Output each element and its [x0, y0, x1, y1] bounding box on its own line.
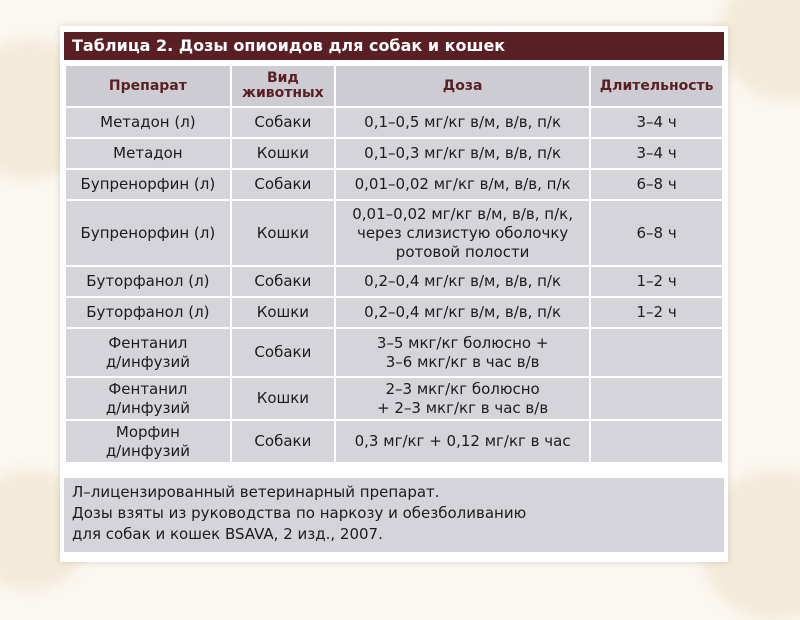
cell-dose: 0,01–0,02 мг/кг в/м, в/в, п/к, через слизистую оболочку ротовой полости: [336, 201, 589, 265]
table-header-row: [66, 66, 722, 106]
cell-duration: [591, 378, 722, 419]
cell-species: Собаки: [232, 108, 334, 137]
cell-dose: 0,1–0,3 мг/кг в/м, в/в, п/к: [336, 139, 589, 168]
cell-drug: Фентанил д/инфузий: [66, 329, 230, 376]
table-row: [66, 170, 722, 199]
cell-dose: 3–5 мкг/кг болюсно + 3–6 мкг/кг в час в/в: [336, 329, 589, 376]
cell-species: Кошки: [232, 139, 334, 168]
cell-dose: 2–3 мкг/кг болюсно + 2–3 мкг/кг в час в/в: [336, 378, 589, 419]
cell-species: Собаки: [232, 421, 334, 462]
table-row: [66, 139, 722, 168]
table-row: [66, 421, 722, 462]
cell-species: Собаки: [232, 267, 334, 296]
table-row: [66, 298, 722, 327]
cell-dose: 0,2–0,4 мг/кг в/м, в/в, п/к: [336, 298, 589, 327]
footnote-line: Л–лицензированный ветеринарный препарат.: [72, 483, 440, 501]
cell-species: Собаки: [232, 329, 334, 376]
cell-drug: Буторфанол (л): [66, 267, 230, 296]
cell-drug: Буторфанол (л): [66, 298, 230, 327]
cell-drug: Бупренорфин (л): [66, 170, 230, 199]
cell-duration: 1–2 ч: [591, 267, 722, 296]
table-row: [66, 378, 722, 419]
table-row: [66, 267, 722, 296]
background-blob: [720, 0, 800, 100]
cell-drug: Бупренорфин (л): [66, 201, 230, 265]
header-dose: Доза: [336, 66, 589, 106]
cell-duration: 3–4 ч: [591, 108, 722, 137]
footnote-line: Дозы взяты из руководства по наркозу и обезболиванию: [72, 504, 527, 522]
header-species: Вид животных: [232, 66, 334, 106]
cell-duration: 6–8 ч: [591, 170, 722, 199]
cell-drug: Морфин д/инфузий: [66, 421, 230, 462]
cell-species: Кошки: [232, 298, 334, 327]
cell-dose: 0,2–0,4 мг/кг в/м, в/в, п/к: [336, 267, 589, 296]
cell-duration: 1–2 ч: [591, 298, 722, 327]
cell-duration: [591, 329, 722, 376]
cell-dose: 0,3 мг/кг + 0,12 мг/кг в час: [336, 421, 589, 462]
table-footnote: [64, 478, 724, 552]
cell-species: Собаки: [232, 170, 334, 199]
table-card: [60, 26, 728, 562]
table-row: [66, 201, 722, 265]
table-row: [66, 329, 722, 376]
cell-species: Кошки: [232, 378, 334, 419]
cell-duration: 3–4 ч: [591, 139, 722, 168]
cell-dose: 0,1–0,5 мг/кг в/м, в/в, п/к: [336, 108, 589, 137]
cell-duration: [591, 421, 722, 462]
table-row: [66, 108, 722, 137]
cell-drug: Метадон: [66, 139, 230, 168]
header-drug: Препарат: [66, 66, 230, 106]
cell-duration: 6–8 ч: [591, 201, 722, 265]
footnote-line: для собак и кошек BSAVA, 2 изд., 2007.: [72, 525, 383, 543]
header-duration: Длительность: [591, 66, 722, 106]
cell-drug: Метадон (л): [66, 108, 230, 137]
cell-drug: Фентанил д/инфузий: [66, 378, 230, 419]
cell-dose: 0,01–0,02 мг/кг в/м, в/в, п/к: [336, 170, 589, 199]
cell-species: Кошки: [232, 201, 334, 265]
table-title: Таблица 2. Дозы опиоидов для собак и кошек: [64, 32, 724, 60]
opioid-dose-table: [64, 64, 724, 464]
